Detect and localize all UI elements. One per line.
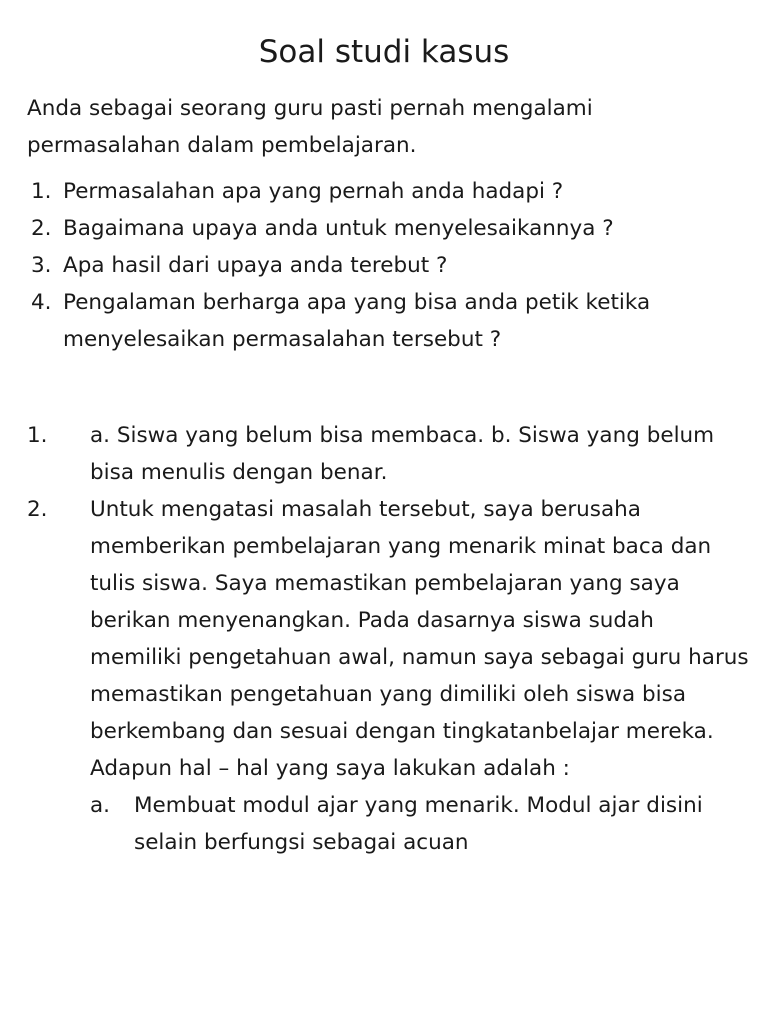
question-item xyxy=(31,173,751,210)
sublist-letter: a. xyxy=(90,793,111,818)
answer-sublist xyxy=(90,787,749,861)
page-title: Soal studi kasus xyxy=(258,34,510,70)
sublist-text: Membuat modul ajar yang menarik. Modul ajar disini selain berfungsi sebagai acuan xyxy=(134,793,703,855)
question-item xyxy=(31,284,751,358)
answer-text: Untuk mengatasi masalah tersebut, saya berusaha memberikan pembelajaran yang menarik minat baca dan tulis siswa. Saya memastikan pembelajaran yang saya berikan menyenangkan. Pada dasarnya siswa sudah memiliki pengetahuan awal, namun saya sebagai guru harus memastikan pengetahuan yang dimiliki oleh siswa bisa berkembang dan sesuai dengan tingkatanbelajar mereka. Adapun hal – hal yang saya lakukan adalah : xyxy=(90,497,749,781)
question-item xyxy=(31,247,751,284)
question-item xyxy=(31,210,751,247)
question-text: Apa hasil dari upaya anda terebut ? xyxy=(63,253,448,278)
question-number: 2. xyxy=(31,216,52,241)
question-text: Pengalaman berharga apa yang bisa anda petik ketika menyelesaikan permasalahan tersebut ? xyxy=(63,290,651,352)
answer-body xyxy=(90,491,749,861)
answer-list xyxy=(27,417,749,861)
sublist-item xyxy=(90,787,749,861)
question-number: 4. xyxy=(31,290,52,315)
question-number: 1. xyxy=(31,179,52,204)
answer-text: a. Siswa yang belum bisa membaca. b. Siswa yang belum bisa menulis dengan benar. xyxy=(90,423,715,485)
question-text: Permasalahan apa yang pernah anda hadapi ? xyxy=(63,179,564,204)
answer-item xyxy=(27,417,749,491)
answer-number: 1. xyxy=(27,423,48,448)
answer-number: 2. xyxy=(27,497,48,522)
question-list xyxy=(31,173,751,358)
intro-paragraph: Anda sebagai seorang guru pasti pernah mengalami permasalahan dalam pembelajaran. xyxy=(27,96,593,158)
answer-body xyxy=(90,417,749,491)
answer-item xyxy=(27,491,749,861)
question-text: Bagaimana upaya anda untuk menyelesaikannya ? xyxy=(63,216,614,241)
question-number: 3. xyxy=(31,253,52,278)
